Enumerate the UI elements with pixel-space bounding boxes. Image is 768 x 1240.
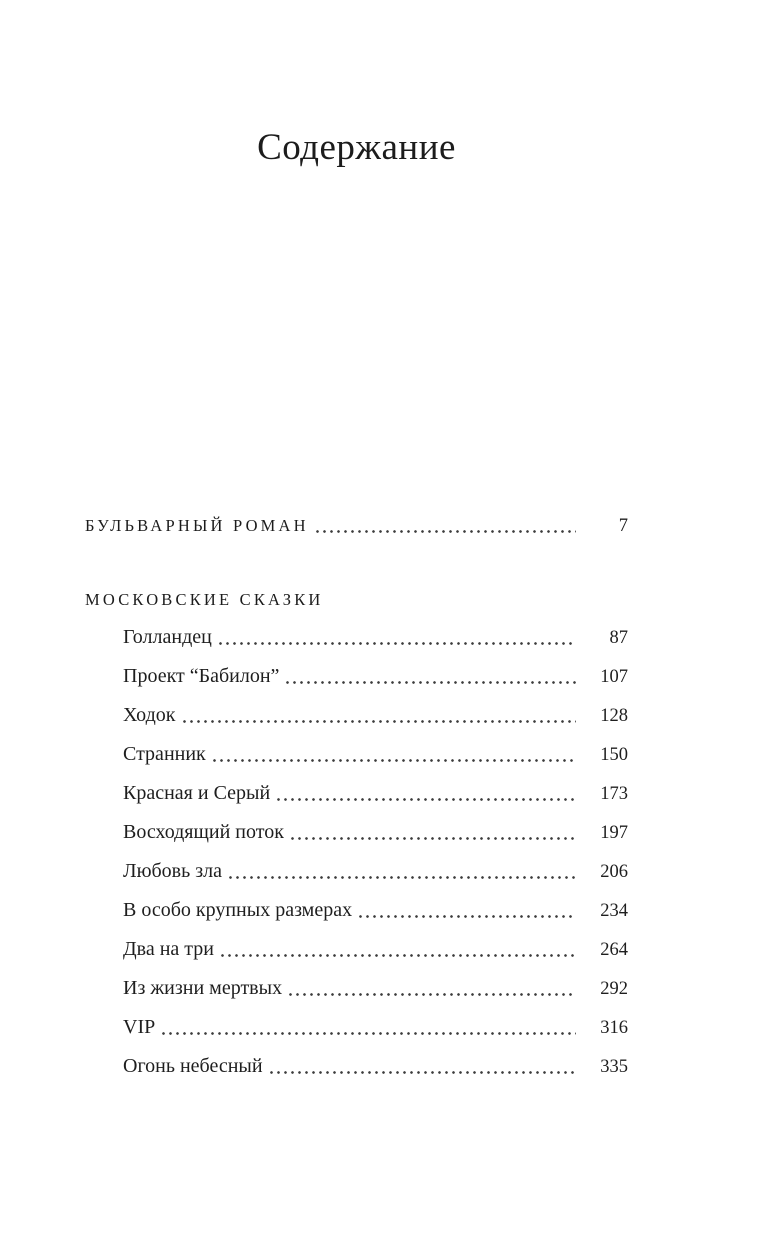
table-of-contents (85, 513, 628, 1080)
page-number: 87 (609, 628, 628, 648)
toc-entry-title: Любовь зла (123, 860, 223, 882)
section-heading: БУЛЬВАРНЫЙ РОМАН (85, 516, 309, 535)
toc-entry (123, 976, 628, 1002)
dot-leader (211, 759, 576, 762)
toc-entry (123, 625, 628, 651)
toc-content (85, 0, 628, 1080)
dot-leader (314, 530, 576, 533)
page-number: 107 (600, 667, 628, 687)
page-title: Содержание (257, 127, 456, 168)
toc-entry-title: Красная и Серый (123, 782, 271, 804)
toc-entry (123, 781, 628, 807)
toc-entry-title: Огонь небесный (123, 1055, 263, 1077)
dot-leader (357, 915, 576, 918)
toc-entry (123, 898, 628, 924)
dot-leader (217, 642, 576, 645)
dot-leader (268, 1071, 576, 1074)
dot-leader (287, 993, 576, 996)
toc-entry-title: Из жизни мертвых (123, 977, 283, 999)
toc-entry (123, 937, 628, 963)
toc-entry-title: VIP (123, 1016, 156, 1038)
toc-entry (123, 664, 628, 690)
page-number: 264 (600, 940, 628, 960)
dot-leader (289, 837, 576, 840)
toc-entry (123, 1015, 628, 1041)
dot-leader (284, 681, 576, 684)
page-number: 206 (600, 862, 628, 882)
dot-leader (160, 1032, 576, 1035)
toc-entry-title: Голландец (123, 626, 212, 648)
dot-leader (227, 876, 576, 879)
page-number: 316 (600, 1018, 628, 1038)
toc-entry (123, 703, 628, 729)
toc-entry (123, 859, 628, 885)
toc-section-row (85, 513, 628, 539)
page-number: 292 (600, 979, 628, 999)
page-number: 197 (600, 823, 628, 843)
dot-leader (219, 954, 576, 957)
toc-entry-title: Два на три (123, 938, 214, 960)
section-heading: МОСКОВСКИЕ СКАЗКИ (85, 590, 324, 609)
toc-entry-title: Странник (123, 743, 206, 765)
page-number: 7 (618, 516, 628, 536)
toc-entry (123, 820, 628, 846)
toc-entry-title: В особо крупных размерах (123, 899, 353, 921)
page-number: 150 (600, 745, 628, 765)
page-number: 335 (600, 1057, 628, 1077)
dot-leader (181, 720, 577, 723)
page-number: 173 (600, 784, 628, 804)
toc-entry-title: Восходящий поток (123, 821, 284, 843)
page-number: 128 (600, 706, 628, 726)
toc-entry (123, 742, 628, 768)
toc-entry-title: Ходок (123, 704, 176, 726)
toc-entry (123, 1054, 628, 1080)
dot-leader (275, 798, 576, 801)
page-number: 234 (600, 901, 628, 921)
toc-entry-title: Проект “Бабилон” (123, 665, 280, 687)
toc-section-row (85, 587, 628, 612)
